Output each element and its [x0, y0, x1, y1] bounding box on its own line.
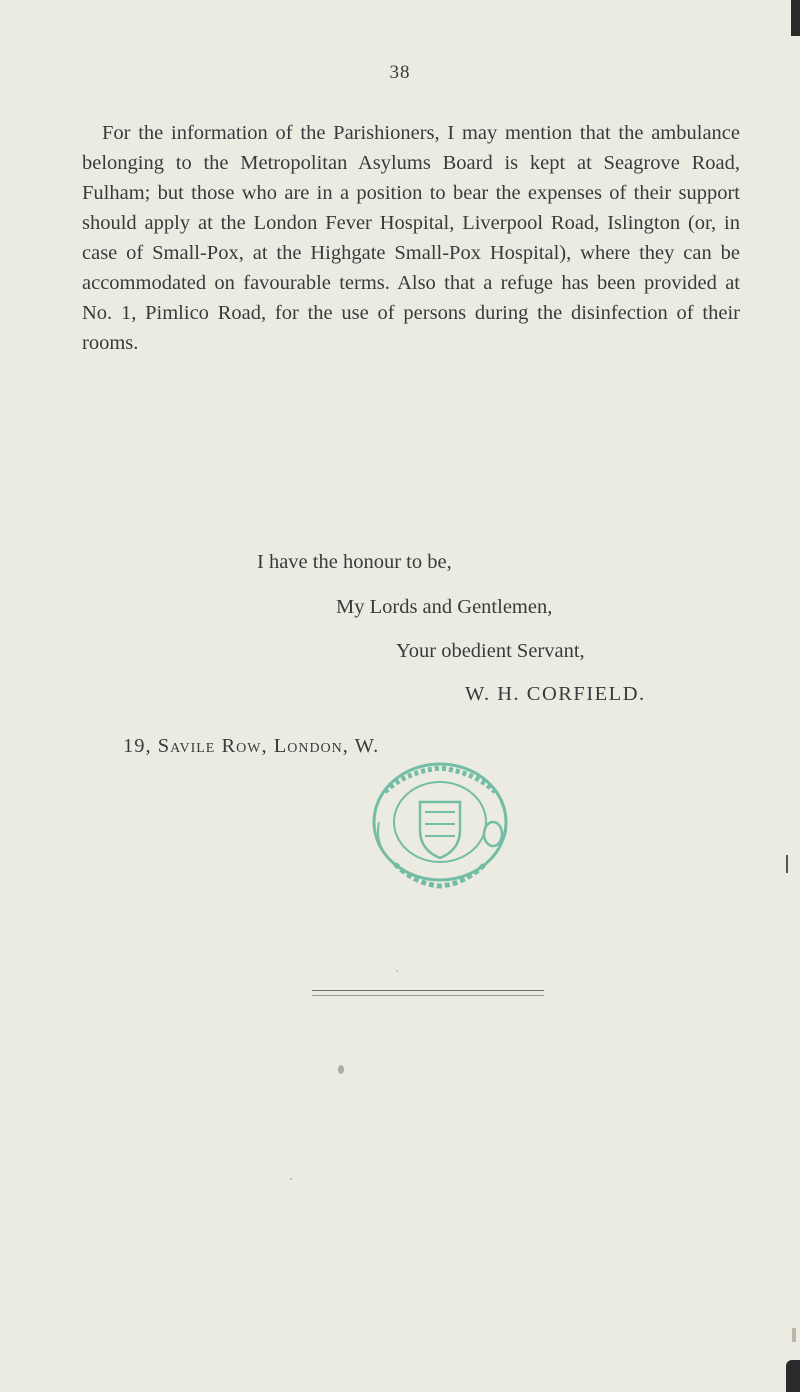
stamp-inner-ring [394, 782, 486, 862]
edge-mark [792, 1328, 796, 1342]
divider-rule-bottom [312, 995, 544, 996]
page-number: 38 [389, 62, 411, 83]
edge-mark [791, 0, 800, 36]
library-stamp [365, 752, 515, 892]
signature-name: W. H. CORFIELD. [465, 683, 646, 705]
body-paragraph: For the information of the Parishioners, I may mention that the ambulance belonging to the Metropolitan Asylums Board is kept at Seagrove Road, Fulham; but those who are in a position to bear the expenses of their support should apply at the London Fever Hospital, Liverpool Road, Islington (or, in case of Small-Pox, at the Highgate Small-Pox Hospital), where they can be accommodated on favourable terms. Also that a refuge has been provided at No. 1, Pimlico Road, for the use of persons during the disinfection of their rooms. [82, 122, 740, 354]
divider-rule-top [312, 990, 544, 991]
stamp-shield-icon [420, 802, 460, 858]
paper-speck [338, 1065, 344, 1074]
paper-speck [396, 970, 398, 972]
closing-line-servant: Your obedient Servant, [396, 640, 585, 662]
edge-mark [786, 1360, 800, 1392]
paper-speck [290, 1178, 292, 1180]
closing-line-honour: I have the honour to be, [257, 551, 452, 573]
sender-address: 19, Savile Row, London, W. [123, 735, 380, 757]
closing-line-salutation: My Lords and Gentlemen, [336, 596, 553, 618]
edge-mark [786, 855, 788, 873]
